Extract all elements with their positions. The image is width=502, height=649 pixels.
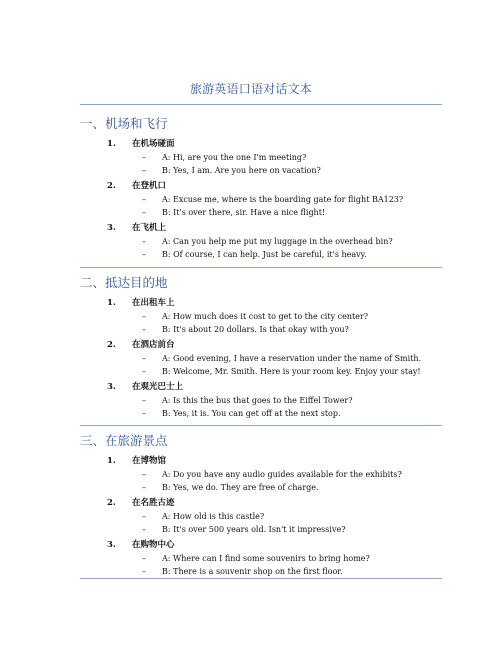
dialogue-line xyxy=(80,481,442,494)
dialogue-item xyxy=(80,539,442,579)
dialogue-line xyxy=(80,468,442,481)
section-heading: 三、在旅游景点 xyxy=(80,433,168,448)
dialogue-line xyxy=(80,310,442,323)
dialogue-item xyxy=(80,339,442,379)
dash-bullet: – xyxy=(142,166,146,176)
dialogue-text: B: Yes, it is. You can get off at the next stop. xyxy=(162,409,341,419)
dialogue-line xyxy=(80,510,442,523)
dialogue-item xyxy=(80,455,442,495)
dialogue-line xyxy=(80,352,442,365)
item-title: 在酒店前台 xyxy=(132,339,175,350)
dialogue-line xyxy=(80,407,442,420)
dialogue-text: A: Hi, are you the one I'm meeting? xyxy=(162,153,307,162)
item-title: 在观光巴士上 xyxy=(132,381,184,392)
item-title: 在博物馆 xyxy=(132,456,167,466)
dialogue-line xyxy=(80,552,442,565)
dash-bullet: – xyxy=(142,395,146,405)
dialogue-text: B: Of course, I can help. Just be careful, it's heavy. xyxy=(162,250,367,260)
dialogue-line xyxy=(80,523,442,536)
item-title: 在飞机上 xyxy=(132,222,167,233)
dialogue-text: A: How much does it cost to get to the city center? xyxy=(162,312,369,321)
dash-bullet: – xyxy=(142,153,146,162)
dialogue-line xyxy=(80,193,442,206)
dialogue-line xyxy=(80,151,442,164)
dialogue-text: A: Do you have any audio guides available for the exhibits? xyxy=(162,470,402,479)
dash-bullet: – xyxy=(142,470,146,479)
dash-bullet: – xyxy=(142,511,146,521)
dialogue-item xyxy=(80,180,442,220)
section-arrival xyxy=(80,275,442,420)
item-number: 1. xyxy=(107,456,116,466)
item-title: 在购物中心 xyxy=(132,539,175,550)
dialogue-text: A: Is this the bus that goes to the Eiffel Tower? xyxy=(162,395,353,405)
dash-bullet: – xyxy=(142,483,146,493)
dialogue-line xyxy=(80,235,442,248)
dash-bullet: – xyxy=(142,208,146,218)
dash-bullet: – xyxy=(142,367,146,377)
dialogue-line xyxy=(80,323,442,336)
dash-bullet: – xyxy=(142,312,146,321)
dash-bullet: – xyxy=(142,236,146,246)
item-number: 2. xyxy=(107,339,116,350)
dialogue-item xyxy=(80,381,442,421)
dialogue-text: B: Welcome, Mr. Smith. Here is your room key. Enjoy your stay! xyxy=(162,367,421,377)
dialogue-item xyxy=(80,222,442,262)
dialogue-line xyxy=(80,248,442,261)
section-heading: 一、机场和飞行 xyxy=(80,116,168,131)
section-divider xyxy=(80,578,442,579)
dialogue-item xyxy=(80,138,442,178)
item-number: 2. xyxy=(107,180,116,191)
dialogue-line xyxy=(80,394,442,407)
dialogue-text: B: It's over 500 years old. Isn't it impressive? xyxy=(162,525,346,535)
section-heading: 二、抵达目的地 xyxy=(80,275,168,290)
document-title: 旅游英语口语对话文本 xyxy=(189,82,312,96)
dash-bullet: – xyxy=(142,567,146,577)
dash-bullet: – xyxy=(142,194,146,204)
dialogue-text: B: There is a souvenir shop on the first floor. xyxy=(162,567,343,577)
item-number: 1. xyxy=(107,139,116,149)
section-airport xyxy=(80,116,442,261)
section-divider xyxy=(80,425,442,426)
dialogue-line xyxy=(80,164,442,177)
dialogue-line xyxy=(80,565,442,578)
dialogue-text: A: Where can I find some souvenirs to bring home? xyxy=(162,553,370,563)
item-title: 在机场碰面 xyxy=(132,139,175,149)
item-number: 1. xyxy=(107,298,116,308)
dash-bullet: – xyxy=(142,409,146,419)
dialogue-text: A: How old is this castle? xyxy=(162,511,265,521)
item-title: 在登机口 xyxy=(132,180,167,191)
dash-bullet: – xyxy=(142,525,146,535)
dialogue-line xyxy=(80,365,442,378)
dash-bullet: – xyxy=(142,325,146,335)
dash-bullet: – xyxy=(142,250,146,260)
item-number: 3. xyxy=(107,539,116,550)
dash-bullet: – xyxy=(142,353,146,363)
item-title: 在出租车上 xyxy=(132,298,175,308)
dialogue-line xyxy=(80,206,442,219)
section-divider xyxy=(80,267,442,268)
dialogue-item xyxy=(80,297,442,337)
item-number: 3. xyxy=(107,381,116,392)
title-divider xyxy=(80,104,442,105)
item-number: 2. xyxy=(107,497,116,508)
dialogue-text: A: Can you help me put my luggage in the overhead bin? xyxy=(162,236,393,246)
dialogue-text: B: It's over there, sir. Have a nice flight! xyxy=(162,208,326,218)
dialogue-text: B: Yes, we do. They are free of charge. xyxy=(162,483,319,493)
item-title: 在名胜古迹 xyxy=(132,497,175,508)
dialogue-text: A: Good evening, I have a reservation under the name of Smith. xyxy=(162,353,422,363)
dialogue-text: A: Excuse me, where is the boarding gate for flight BA123? xyxy=(162,194,404,204)
dialogue-text: B: Yes, I am. Are you here on vacation? xyxy=(162,166,321,176)
section-attractions xyxy=(80,433,442,578)
item-number: 3. xyxy=(107,222,116,233)
dash-bullet: – xyxy=(142,553,146,563)
dialogue-text: B: It's about 20 dollars. Is that okay with you? xyxy=(162,325,349,335)
dialogue-item xyxy=(80,497,442,537)
